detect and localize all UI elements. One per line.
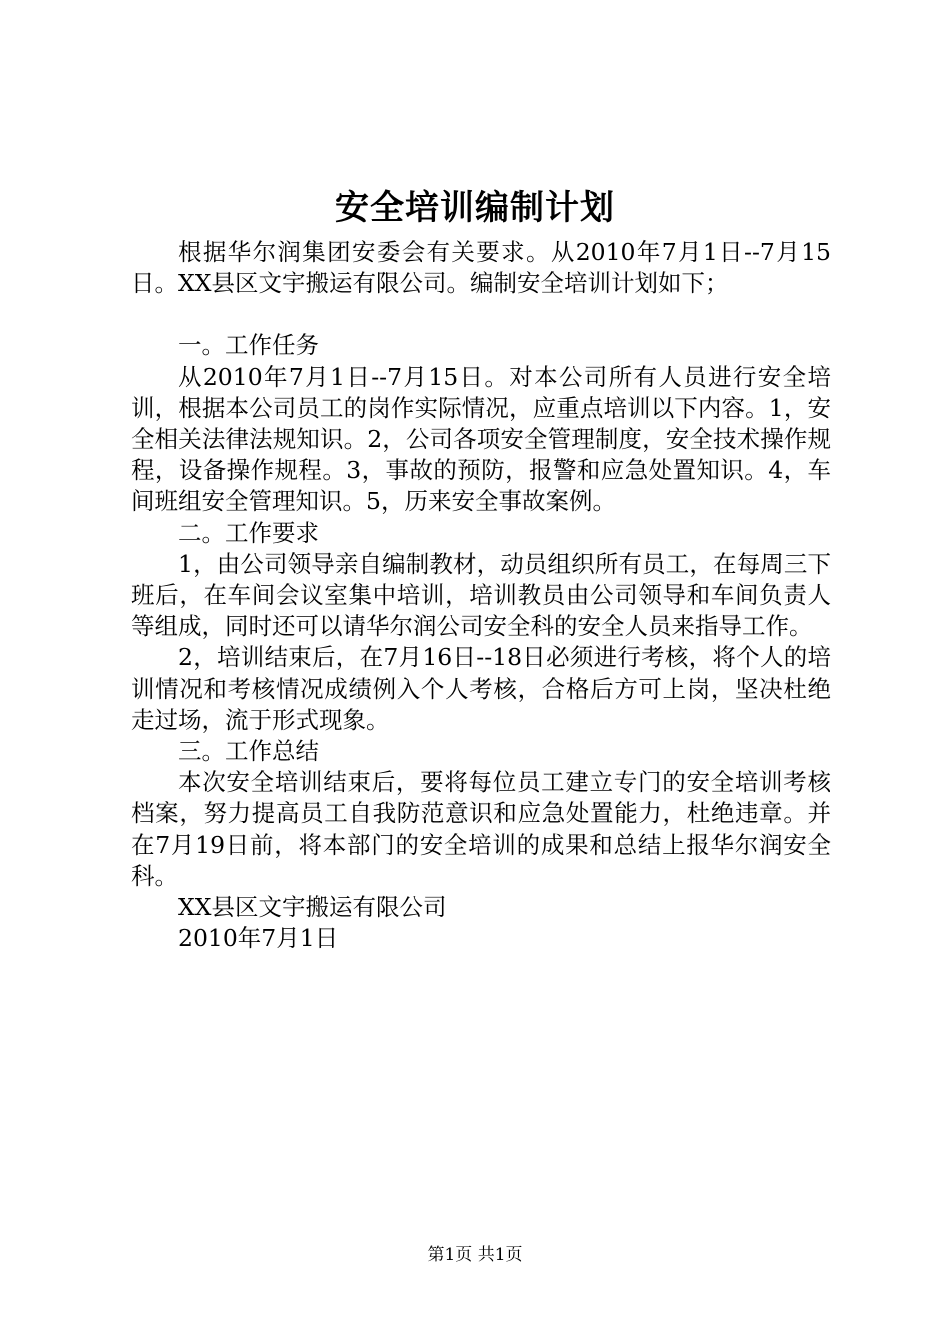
section1-paragraph: 从2010年7月1日--7月15日。对本公司所有人员进行安全培训，根据本公司员工的岗作实际情况，应重点培训以下内容。1，安全相关法律法规知识。2，公司各项安全管理制度，安全技术操作规程，设备操作规程。3，事故的预防，报警和应急处置知识。4，车间班组安全管理知识。5，历来安全事故案例。 xyxy=(131,362,831,516)
document-body xyxy=(131,237,831,954)
intro-paragraph: 根据华尔润集团安委会有关要求。从2010年7月1日--7月15日。XX县区文宇搬运有限公司。编制安全培训计划如下； xyxy=(131,238,831,298)
section3-heading: 三。工作总结 xyxy=(178,737,319,766)
signature-company: XX县区文宇搬运有限公司 xyxy=(178,893,447,922)
section2-item-1: 1，由公司领导亲自编制教材，动员组织所有员工，在每周三下班后，在车间会议室集中培训，培训教员由公司领导和车间负责人等组成，同时还可以请华尔润公司安全科的安全人员来指导工作。 xyxy=(131,549,831,641)
section2-item-2: 2，培训结束后，在7月16日--18日必须进行考核，将个人的培训情况和考核情况成绩例入个人考核，合格后方可上岗，坚决杜绝走过场，流于形式现象。 xyxy=(131,643,831,734)
section2-heading: 二。工作要求 xyxy=(178,518,319,547)
document-title: 安全培训编制计划 xyxy=(335,188,615,228)
page-number-footer: 第1页 共1页 xyxy=(427,1245,523,1265)
section1-heading: 一。工作任务 xyxy=(178,331,319,360)
signature-date: 2010年7月1日 xyxy=(178,924,339,953)
section3-paragraph: 本次安全培训结束后，要将每位员工建立专门的安全培训考核档案，努力提高员工自我防范意识和应急处置能力，杜绝违章。并在7月19日前，将本部门的安全培训的成果和总结上报华尔润安全科。 xyxy=(131,768,831,890)
